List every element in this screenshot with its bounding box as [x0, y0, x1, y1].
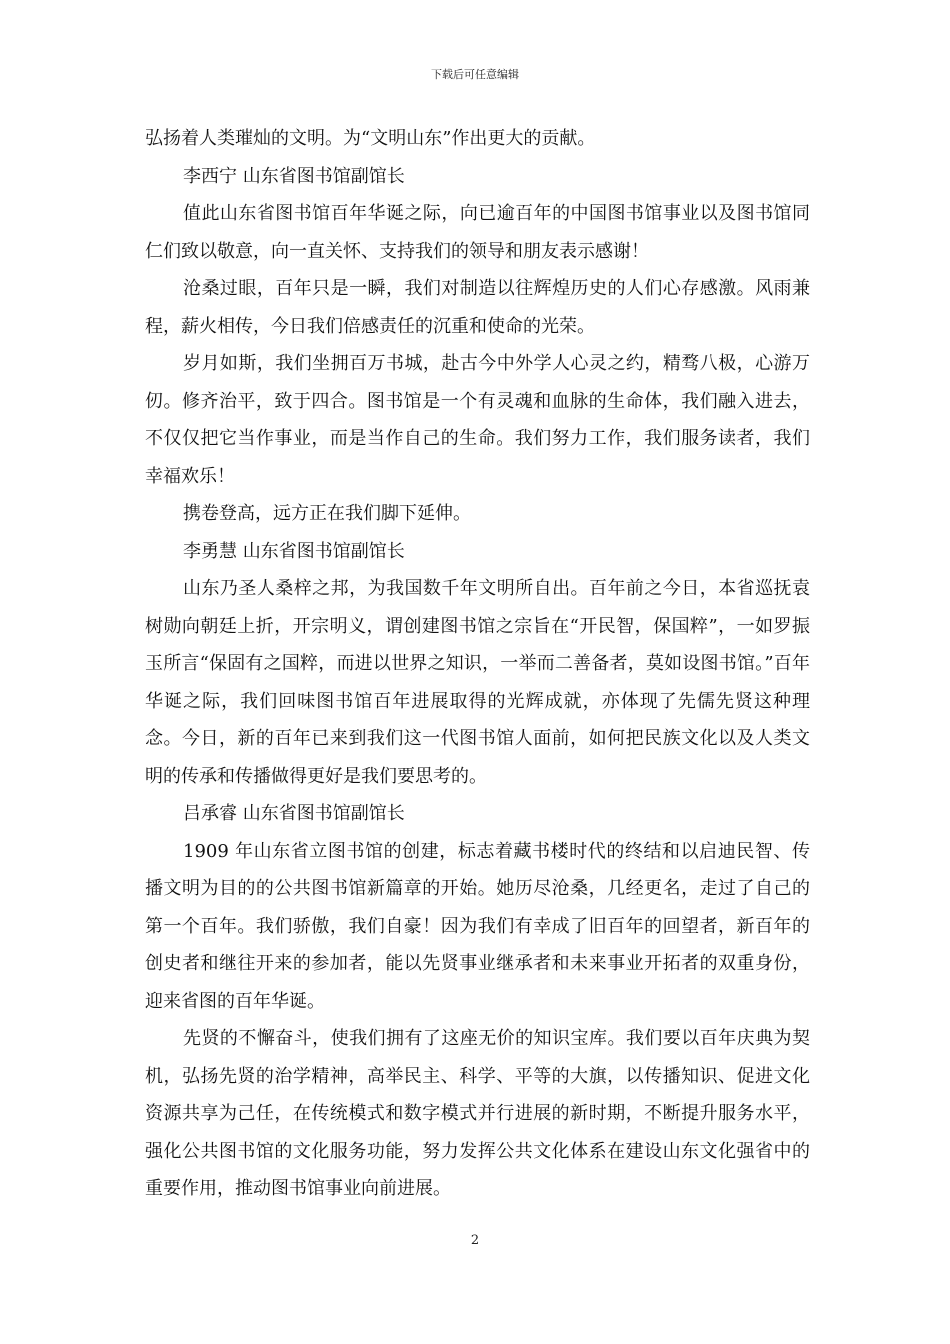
speaker-heading-li-yonghui: 李勇慧 山东省图书馆副馆长	[183, 540, 405, 562]
page-number: 2	[470, 1233, 480, 1248]
paragraph: 值此山东省图书馆百年华诞之际，向已逾百年的中国图书馆事业以及图书馆同仁们致以敬意，向一直关怀、支持我们的领导和朋友表示感谢！	[145, 203, 810, 262]
paragraph: 山东乃圣人桑梓之邦，为我国数千年文明所自出。百年前之今日，本省巡抚袁树勋向朝廷上折，开宗明义，谓创建图书馆之宗旨在“开民智，保国粹”，一如罗振玉所言“保固有之国粹，而进以世界之知识，一举而二善备者，莫如设图书馆。”百年华诞之际，我们回味图书馆百年进展取得的光辉成就，亦体现了先儒先贤这种理念。今日，新的百年已来到我们这一代图书馆人面前，如何把民族文化以及人类文明的传承和传播做得更好是我们要思考的。	[145, 578, 810, 787]
paragraph: 携卷登高，远方正在我们脚下延伸。	[183, 503, 471, 524]
document-body	[145, 120, 810, 1208]
paragraph-continuation: 弘扬着人类璀灿的文明。为“文明山东”作出更大的贡献。	[145, 128, 596, 149]
speaker-heading-li-xining: 李西宁 山东省图书馆副馆长	[183, 165, 405, 187]
paragraph: 岁月如斯，我们坐拥百万书城，赴古今中外学人心灵之约，精骛八极，心游万仞。修齐治平，致于四合。图书馆是一个有灵魂和血脉的生命体，我们融入进去，不仅仅把它当作事业，而是当作自己的生命。我们努力工作，我们服务读者，我们幸福欢乐！	[145, 353, 810, 487]
speaker-heading-lv-chengrui: 吕承睿 山东省图书馆副馆长	[183, 803, 405, 824]
paragraph: 沧桑过眼，百年只是一瞬，我们对制造以往辉煌历史的人们心存感激。风雨兼程，薪火相传，今日我们倍感责任的沉重和使命的光荣。	[145, 278, 810, 337]
page-header-note: 下载后可任意编辑	[431, 68, 519, 81]
paragraph: 1909 年山东省立图书馆的创建，标志着藏书楼时代的终结和以启迪民智、传播文明为目的的公共图书馆新篇章的开始。她历尽沧桑，几经更名，走过了自己的第一个百年。我们骄傲，我们自豪！因为我们有幸成了旧百年的回望者，新百年的创史者和继往开来的参加者，能以先贤事业继承者和未来事业开拓者的双重身份，迎来省图的百年华诞。	[145, 840, 810, 1012]
paragraph: 先贤的不懈奋斗，使我们拥有了这座无价的知识宝库。我们要以百年庆典为契机，弘扬先贤的治学精神，高举民主、科学、平等的大旗，以传播知识、促进文化资源共享为己任，在传统模式和数字模式并行进展的新时期，不断提升服务水平，强化公共图书馆的文化服务功能，努力发挥公共文化体系在建设山东文化强省中的重要作用，推动图书馆事业向前进展。	[145, 1028, 810, 1199]
